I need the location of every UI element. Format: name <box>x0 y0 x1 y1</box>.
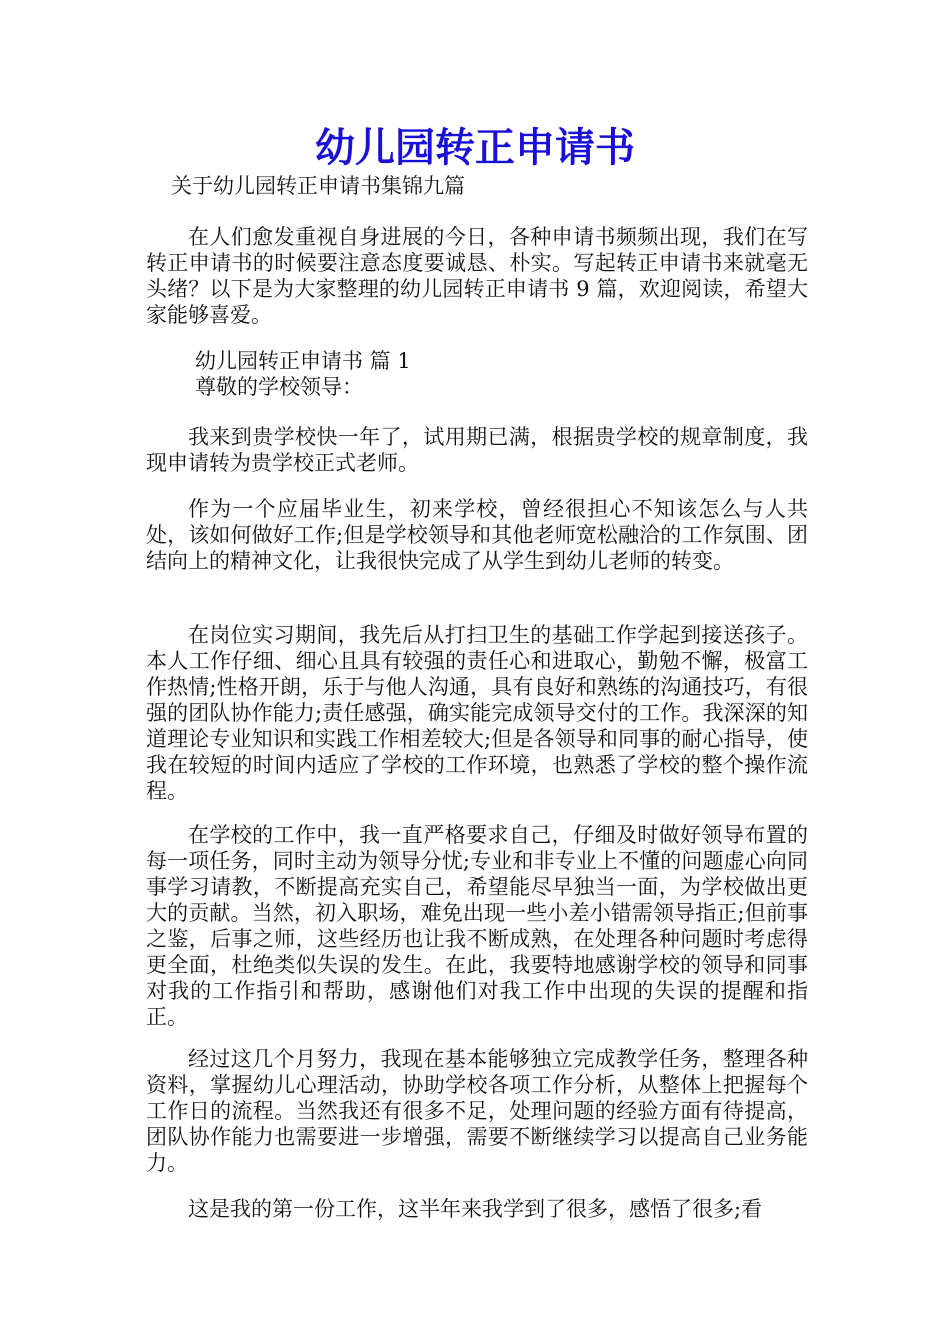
body-paragraph-2 <box>146 496 808 574</box>
intro-paragraph <box>146 224 808 328</box>
body-paragraph-1 <box>146 424 808 476</box>
salutation: 尊敬的学校领导： <box>195 375 363 399</box>
intro-text: 在人们愈发重视自身进展的今日，各种申请书频频出现，我们在写转正申请书的时候要注意态度要诚恳、朴实。写起转正申请书来就毫无头绪？以下是为大家整理的幼儿园转正申请书 9 篇，欢迎阅读，希望大家能够喜爱。 <box>146 225 808 327</box>
document-title: 幼儿园转正申请书 <box>315 124 635 171</box>
paragraph-text: 在岗位实习期间，我先后从打扫卫生的基础工作学起到接送孩子。本人工作仔细、细心且具有较强的责任心和进取心，勤勉不懈，极富工作热情;性格开朗，乐于与他人沟通，具有良好和熟练的沟通技巧，有很强的团队协作能力;责任感强，确实能完成领导交付的工作。我深深的知道理论专业知识和实践工作相差较大;但是各领导和同事的耐心指导，使我在较短的时间内适应了学校的工作环境，也熟悉了学校的整个操作流程。 <box>146 623 808 803</box>
paragraph-text: 在学校的工作中，我一直严格要求自己，仔细及时做好领导布置的每一项任务，同时主动为领导分忧;专业和非专业上不懂的问题虚心向同事学习请教，不断提高充实自己，希望能尽早独当一面，为学校做出更大的贡献。当然，初入职场，难免出现一些小差小错需领导指正;但前事之鉴，后事之师，这些经历也让我不断成熟，在处理各种问题时考虑得更全面，杜绝类似失误的发生。在此，我要特地感谢学校的领导和同事对我的工作指引和帮助，感谢他们对我工作中出现的失误的提醒和指正。 <box>146 823 808 1029</box>
document-subtitle: 关于幼儿园转正申请书集锦九篇 <box>171 174 465 198</box>
body-paragraph-5 <box>146 1046 808 1176</box>
paragraph-text: 这是我的第一份工作，这半年来我学到了很多，感悟了很多;看 <box>188 1197 763 1221</box>
section-heading: 幼儿园转正申请书 篇 1 <box>195 349 411 373</box>
paragraph-text: 作为一个应届毕业生，初来学校，曾经很担心不知该怎么与人共处，该如何做好工作;但是学校领导和其他老师宽松融洽的工作氛围、团结向上的精神文化，让我很快完成了从学生到幼儿老师的转变。 <box>146 497 808 573</box>
paragraph-text: 我来到贵学校快一年了，试用期已满，根据贵学校的规章制度，我现申请转为贵学校正式老师。 <box>146 425 808 475</box>
body-paragraph-4 <box>146 822 808 1030</box>
paragraph-text: 经过这几个月努力，我现在基本能够独立完成教学任务，整理各种资料，掌握幼儿心理活动，协助学校各项工作分析，从整体上把握每个工作日的流程。当然我还有很多不足，处理问题的经验方面有待提高，团队协作能力也需要进一步增强，需要不断继续学习以提高自己业务能力。 <box>146 1047 808 1175</box>
body-paragraph-3 <box>146 622 808 804</box>
body-paragraph-6 <box>146 1196 808 1222</box>
